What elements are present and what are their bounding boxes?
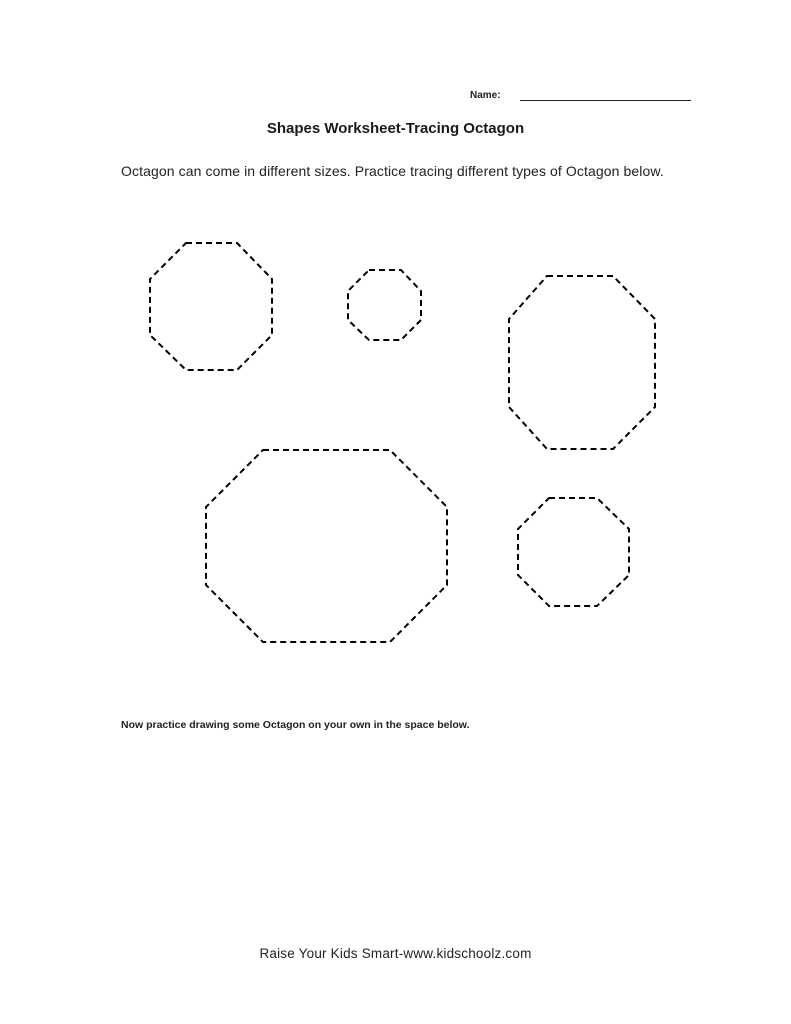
page-title: Shapes Worksheet-Tracing Octagon — [266, 120, 525, 137]
octagon-trace-small-bottom-right[interactable] — [518, 498, 629, 606]
name-label: Name: — [470, 90, 501, 101]
octagon-trace-large-bottom[interactable] — [206, 450, 447, 642]
octagon-trace-tall-right[interactable] — [509, 276, 655, 449]
practice-instructions: Now practice drawing some Octagon on your own in the space below. — [121, 719, 470, 731]
intro-instructions: Octagon can come in different sizes. Practice tracing different types of Octagon below. — [121, 163, 664, 179]
octagon-trace-medium-top-left[interactable] — [150, 243, 272, 370]
footer-text: Raise Your Kids Smart-www.kidschoolz.com — [259, 946, 532, 961]
octagon-trace-small-top-center[interactable] — [348, 270, 421, 340]
